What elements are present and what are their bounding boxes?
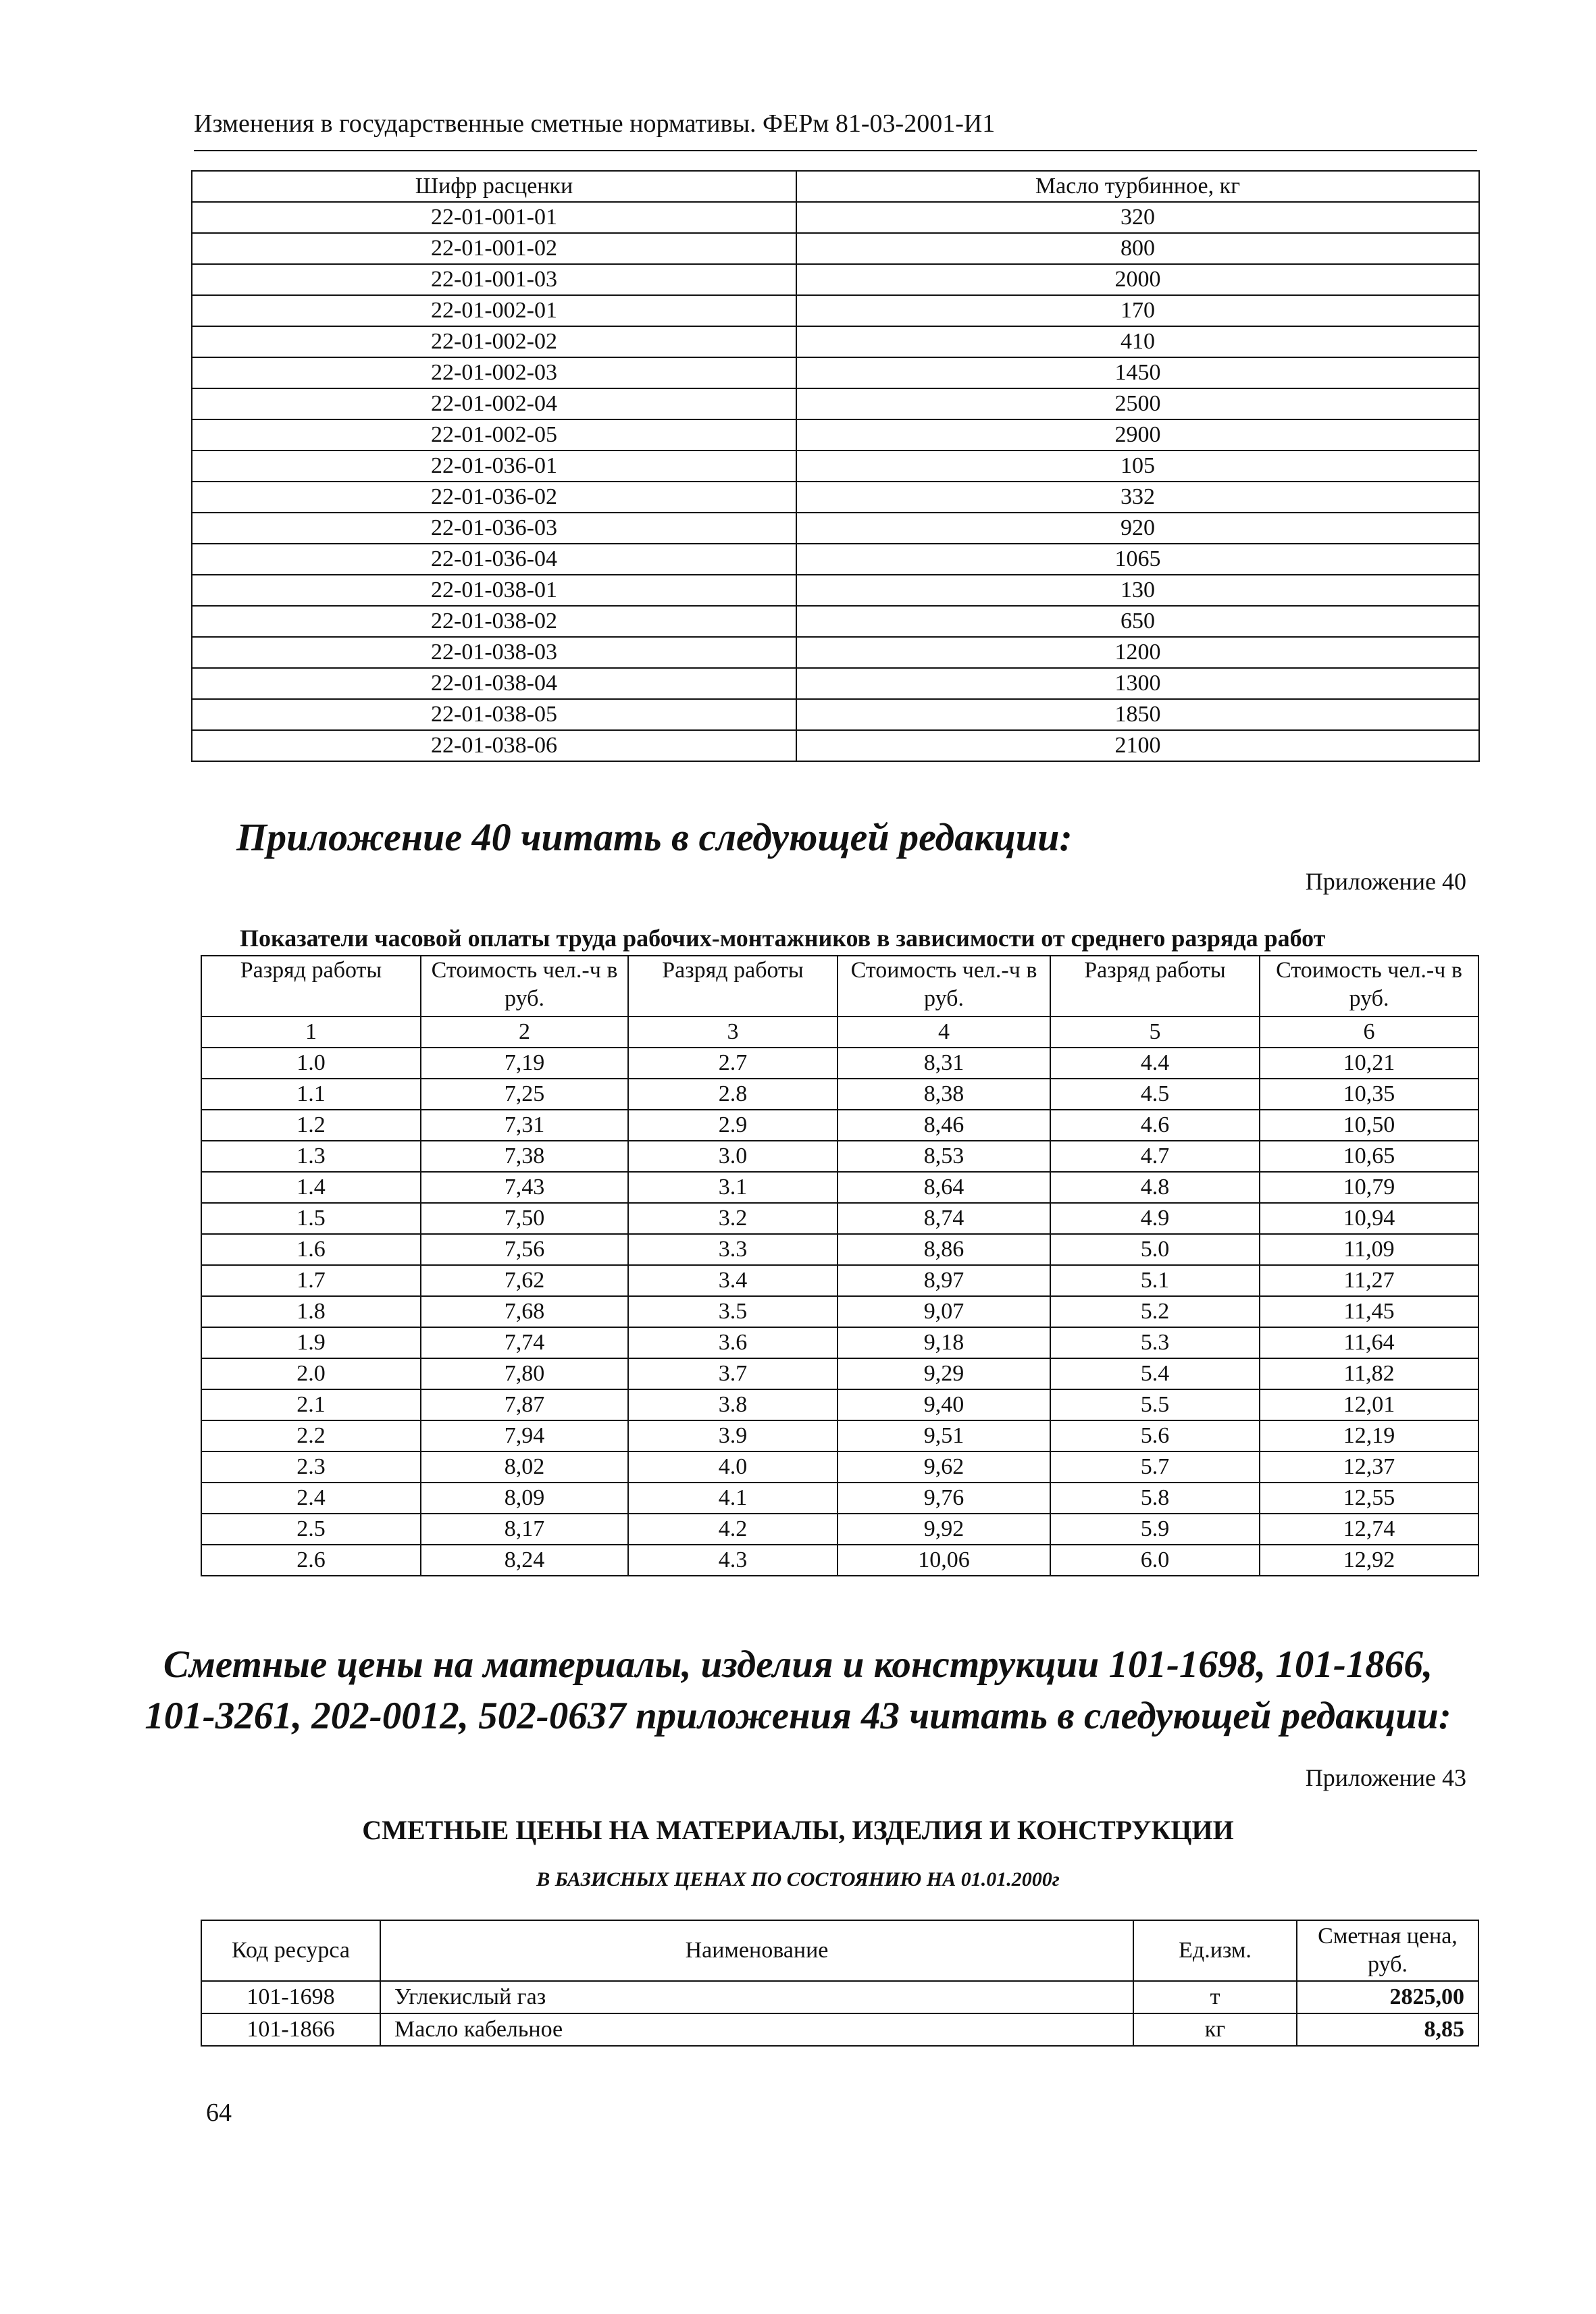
table-row — [192, 295, 1479, 326]
grade-cell: 1.7 — [201, 1265, 421, 1296]
oil-amount-cell: 130 — [796, 575, 1479, 606]
grade-cell: 5.0 — [1050, 1234, 1260, 1265]
rate-code-cell: 22-01-001-02 — [192, 233, 796, 264]
grade-cell: 1.0 — [201, 1048, 421, 1079]
cost-cell: 8,64 — [838, 1172, 1050, 1203]
column-number: 6 — [1260, 1017, 1478, 1048]
table-row — [201, 1327, 1478, 1358]
rate-code-cell: 22-01-038-03 — [192, 637, 796, 668]
table-row — [192, 326, 1479, 357]
rate-code-cell: 22-01-002-01 — [192, 295, 796, 326]
rate-code-cell: 22-01-001-01 — [192, 202, 796, 233]
table-row — [192, 264, 1479, 295]
appendix40-label: Приложение 40 — [1305, 868, 1466, 895]
table-header-row — [201, 1920, 1478, 1981]
grade-cell: 5.1 — [1050, 1265, 1260, 1296]
table-row — [192, 637, 1479, 668]
cost-cell: 7,74 — [421, 1327, 628, 1358]
appendix43-subtitle: В БАЗИСНЫХ ЦЕНАХ ПО СОСТОЯНИЮ НА 01.01.2000г — [536, 1868, 1060, 1891]
grade-cell: 3.2 — [628, 1203, 838, 1234]
grade-cell: 5.9 — [1050, 1514, 1260, 1545]
table-row — [201, 1234, 1478, 1265]
grade-cell: 2.0 — [201, 1358, 421, 1389]
cost-cell: 11,27 — [1260, 1265, 1478, 1296]
grade-cell: 1.4 — [201, 1172, 421, 1203]
price-cell: 2825,00 — [1297, 1981, 1478, 2013]
cost-cell: 7,50 — [421, 1203, 628, 1234]
grade-cell: 5.2 — [1050, 1296, 1260, 1327]
table-row — [201, 1514, 1478, 1545]
rate-code-cell: 22-01-038-04 — [192, 668, 796, 699]
table-row — [201, 1110, 1478, 1141]
oil-amount-cell: 105 — [796, 451, 1479, 482]
oil-amount-cell: 1065 — [796, 544, 1479, 575]
table-row — [201, 1389, 1478, 1420]
cost-cell: 12,19 — [1260, 1420, 1478, 1451]
column-header-cost: Стоимость чел.-ч в руб. — [1260, 956, 1478, 1017]
grade-cell: 3.3 — [628, 1234, 838, 1265]
cost-cell: 7,38 — [421, 1141, 628, 1172]
rate-code-cell: 22-01-036-02 — [192, 482, 796, 513]
price-cell: 8,85 — [1297, 2013, 1478, 2046]
table-row — [192, 482, 1479, 513]
rate-code-cell: 22-01-002-05 — [192, 419, 796, 451]
table-row — [192, 668, 1479, 699]
grade-cell: 2.6 — [201, 1545, 421, 1576]
cost-cell: 9,51 — [838, 1420, 1050, 1451]
appendix43-heading-line2: 101-3261, 202-0012, 502-0637 приложения 43 читать в следующей редакции: — [145, 1695, 1451, 1737]
cost-cell: 10,06 — [838, 1545, 1050, 1576]
oil-amount-cell: 170 — [796, 295, 1479, 326]
appendix43-label: Приложение 43 — [1305, 1764, 1466, 1791]
cost-cell: 8,31 — [838, 1048, 1050, 1079]
column-header-code: Шифр расценки — [192, 171, 796, 202]
oil-amount-cell: 1850 — [796, 699, 1479, 730]
column-header-grade: Разряд работы — [201, 956, 421, 1017]
oil-amount-cell: 410 — [796, 326, 1479, 357]
cost-cell: 8,86 — [838, 1234, 1050, 1265]
unit-cell: т — [1133, 1981, 1297, 2013]
table-row — [201, 1296, 1478, 1327]
cost-cell: 7,87 — [421, 1389, 628, 1420]
rate-code-cell: 22-01-036-04 — [192, 544, 796, 575]
cost-cell: 10,35 — [1260, 1079, 1478, 1110]
grade-cell: 1.1 — [201, 1079, 421, 1110]
cost-cell: 9,92 — [838, 1514, 1050, 1545]
cost-cell: 7,56 — [421, 1234, 628, 1265]
oil-amount-cell: 320 — [796, 202, 1479, 233]
oil-amount-cell: 2000 — [796, 264, 1479, 295]
cost-cell: 11,09 — [1260, 1234, 1478, 1265]
wage-rate-table — [201, 955, 1479, 1576]
column-number-row — [201, 1017, 1478, 1048]
table-row — [201, 1545, 1478, 1576]
cost-cell: 12,92 — [1260, 1545, 1478, 1576]
table-header-row — [192, 171, 1479, 202]
cost-cell: 11,82 — [1260, 1358, 1478, 1389]
rate-code-cell: 22-01-038-01 — [192, 575, 796, 606]
column-header-unit: Ед.изм. — [1133, 1920, 1297, 1981]
column-header-grade: Разряд работы — [1050, 956, 1260, 1017]
grade-cell: 2.5 — [201, 1514, 421, 1545]
grade-cell: 4.0 — [628, 1451, 838, 1483]
cost-cell: 8,24 — [421, 1545, 628, 1576]
column-header-cost: Стоимость чел.-ч в руб. — [421, 956, 628, 1017]
resource-code-cell: 101-1698 — [201, 1981, 380, 2013]
grade-cell: 5.4 — [1050, 1358, 1260, 1389]
table-row — [201, 1048, 1478, 1079]
cost-cell: 10,21 — [1260, 1048, 1478, 1079]
cost-cell: 8,17 — [421, 1514, 628, 1545]
table-row — [192, 388, 1479, 419]
cost-cell: 7,80 — [421, 1358, 628, 1389]
appendix43-heading-line1: Сметные цены на материалы, изделия и конструкции 101-1698, 101-1866, — [163, 1643, 1433, 1686]
table-row — [192, 513, 1479, 544]
oil-amount-cell: 920 — [796, 513, 1479, 544]
grade-cell: 3.9 — [628, 1420, 838, 1451]
oil-amount-cell: 2900 — [796, 419, 1479, 451]
grade-cell: 4.3 — [628, 1545, 838, 1576]
cost-cell: 8,09 — [421, 1483, 628, 1514]
cost-cell: 11,45 — [1260, 1296, 1478, 1327]
grade-cell: 3.6 — [628, 1327, 838, 1358]
cost-cell: 7,94 — [421, 1420, 628, 1451]
grade-cell: 3.0 — [628, 1141, 838, 1172]
cost-cell: 7,68 — [421, 1296, 628, 1327]
oil-amount-cell: 800 — [796, 233, 1479, 264]
grade-cell: 1.6 — [201, 1234, 421, 1265]
cost-cell: 7,19 — [421, 1048, 628, 1079]
cost-cell: 9,40 — [838, 1389, 1050, 1420]
table-row — [201, 1420, 1478, 1451]
cost-cell: 8,38 — [838, 1079, 1050, 1110]
grade-cell: 1.8 — [201, 1296, 421, 1327]
column-header-name: Наименование — [380, 1920, 1133, 1981]
grade-cell: 3.5 — [628, 1296, 838, 1327]
cost-cell: 7,31 — [421, 1110, 628, 1141]
grade-cell: 5.6 — [1050, 1420, 1260, 1451]
table-row — [201, 1265, 1478, 1296]
grade-cell: 4.4 — [1050, 1048, 1260, 1079]
rate-code-cell: 22-01-001-03 — [192, 264, 796, 295]
cost-cell: 11,64 — [1260, 1327, 1478, 1358]
rate-code-cell: 22-01-036-03 — [192, 513, 796, 544]
cost-cell: 8,74 — [838, 1203, 1050, 1234]
grade-cell: 2.2 — [201, 1420, 421, 1451]
grade-cell: 1.3 — [201, 1141, 421, 1172]
grade-cell: 4.6 — [1050, 1110, 1260, 1141]
oil-amount-cell: 1200 — [796, 637, 1479, 668]
grade-cell: 6.0 — [1050, 1545, 1260, 1576]
column-header-cost: Стоимость чел.-ч в руб. — [838, 956, 1050, 1017]
cost-cell: 7,25 — [421, 1079, 628, 1110]
cost-cell: 7,43 — [421, 1172, 628, 1203]
table-row — [201, 2013, 1478, 2046]
grade-cell: 4.5 — [1050, 1079, 1260, 1110]
cost-cell: 10,50 — [1260, 1110, 1478, 1141]
cost-cell: 9,29 — [838, 1358, 1050, 1389]
grade-cell: 1.9 — [201, 1327, 421, 1358]
table-row — [192, 357, 1479, 388]
rate-code-cell: 22-01-002-03 — [192, 357, 796, 388]
oil-amount-cell: 650 — [796, 606, 1479, 637]
grade-cell: 2.4 — [201, 1483, 421, 1514]
oil-amount-cell: 332 — [796, 482, 1479, 513]
grade-cell: 5.3 — [1050, 1327, 1260, 1358]
unit-cell: кг — [1133, 2013, 1297, 2046]
grade-cell: 5.8 — [1050, 1483, 1260, 1514]
appendix43-title: СМЕТНЫЕ ЦЕНЫ НА МАТЕРИАЛЫ, ИЗДЕЛИЯ И КОНСТРУКЦИИ — [362, 1815, 1234, 1845]
oil-amount-cell: 2500 — [796, 388, 1479, 419]
cost-cell: 10,65 — [1260, 1141, 1478, 1172]
header-rule — [194, 150, 1477, 151]
grade-cell: 2.8 — [628, 1079, 838, 1110]
cost-cell: 7,62 — [421, 1265, 628, 1296]
table-row — [192, 606, 1479, 637]
material-name-cell: Углекислый газ — [380, 1981, 1133, 2013]
rate-code-cell: 22-01-038-06 — [192, 730, 796, 761]
column-header-oil: Масло турбинное, кг — [796, 171, 1479, 202]
grade-cell: 3.8 — [628, 1389, 838, 1420]
table-row — [192, 202, 1479, 233]
column-number: 2 — [421, 1017, 628, 1048]
cost-cell: 10,79 — [1260, 1172, 1478, 1203]
table-row — [192, 419, 1479, 451]
rate-code-cell: 22-01-002-04 — [192, 388, 796, 419]
grade-cell: 2.1 — [201, 1389, 421, 1420]
table-row — [201, 1358, 1478, 1389]
grade-cell: 3.1 — [628, 1172, 838, 1203]
table-row — [201, 1451, 1478, 1483]
table-row — [201, 1981, 1478, 2013]
grade-cell: 1.5 — [201, 1203, 421, 1234]
running-header: Изменения в государственные сметные нормативы. ФЕРм 81-03-2001-И1 — [194, 109, 996, 138]
column-header-code: Код ресурса — [201, 1920, 380, 1981]
grade-cell: 2.9 — [628, 1110, 838, 1141]
cost-cell: 9,62 — [838, 1451, 1050, 1483]
grade-cell: 4.8 — [1050, 1172, 1260, 1203]
table-row — [192, 451, 1479, 482]
appendix40-caption: Показатели часовой оплаты труда рабочих-монтажников в зависимости от среднего разряда работ — [240, 925, 1326, 952]
cost-cell: 9,18 — [838, 1327, 1050, 1358]
grade-cell: 3.7 — [628, 1358, 838, 1389]
turbine-oil-table — [191, 170, 1480, 762]
grade-cell: 2.7 — [628, 1048, 838, 1079]
cost-cell: 9,76 — [838, 1483, 1050, 1514]
table-row — [201, 1483, 1478, 1514]
grade-cell: 5.7 — [1050, 1451, 1260, 1483]
grade-cell: 4.1 — [628, 1483, 838, 1514]
table-row — [201, 1172, 1478, 1203]
appendix40-heading: Приложение 40 читать в следующей редакции: — [236, 815, 1073, 859]
material-prices-table — [201, 1920, 1479, 2047]
page-number: 64 — [206, 2099, 232, 2127]
table-header-row — [201, 956, 1478, 1017]
grade-cell: 5.5 — [1050, 1389, 1260, 1420]
table-row — [192, 575, 1479, 606]
table-row — [201, 1203, 1478, 1234]
cost-cell: 8,02 — [421, 1451, 628, 1483]
rate-code-cell: 22-01-002-02 — [192, 326, 796, 357]
column-number: 1 — [201, 1017, 421, 1048]
grade-cell: 4.9 — [1050, 1203, 1260, 1234]
oil-amount-cell: 1300 — [796, 668, 1479, 699]
table-row — [192, 699, 1479, 730]
column-header-price: Сметная цена, руб. — [1297, 1920, 1478, 1981]
table-row — [201, 1079, 1478, 1110]
rate-code-cell: 22-01-036-01 — [192, 451, 796, 482]
cost-cell: 9,07 — [838, 1296, 1050, 1327]
column-number: 3 — [628, 1017, 838, 1048]
rate-code-cell: 22-01-038-02 — [192, 606, 796, 637]
cost-cell: 10,94 — [1260, 1203, 1478, 1234]
grade-cell: 3.4 — [628, 1265, 838, 1296]
oil-amount-cell: 2100 — [796, 730, 1479, 761]
oil-amount-cell: 1450 — [796, 357, 1479, 388]
grade-cell: 4.7 — [1050, 1141, 1260, 1172]
cost-cell: 12,74 — [1260, 1514, 1478, 1545]
cost-cell: 12,37 — [1260, 1451, 1478, 1483]
cost-cell: 8,46 — [838, 1110, 1050, 1141]
grade-cell: 4.2 — [628, 1514, 838, 1545]
column-header-grade: Разряд работы — [628, 956, 838, 1017]
column-number: 5 — [1050, 1017, 1260, 1048]
table-row — [192, 544, 1479, 575]
grade-cell: 2.3 — [201, 1451, 421, 1483]
cost-cell: 12,55 — [1260, 1483, 1478, 1514]
material-name-cell: Масло кабельное — [380, 2013, 1133, 2046]
table-row — [192, 730, 1479, 761]
cost-cell: 8,97 — [838, 1265, 1050, 1296]
table-row — [192, 233, 1479, 264]
resource-code-cell: 101-1866 — [201, 2013, 380, 2046]
grade-cell: 1.2 — [201, 1110, 421, 1141]
rate-code-cell: 22-01-038-05 — [192, 699, 796, 730]
column-number: 4 — [838, 1017, 1050, 1048]
table-row — [201, 1141, 1478, 1172]
cost-cell: 12,01 — [1260, 1389, 1478, 1420]
cost-cell: 8,53 — [838, 1141, 1050, 1172]
